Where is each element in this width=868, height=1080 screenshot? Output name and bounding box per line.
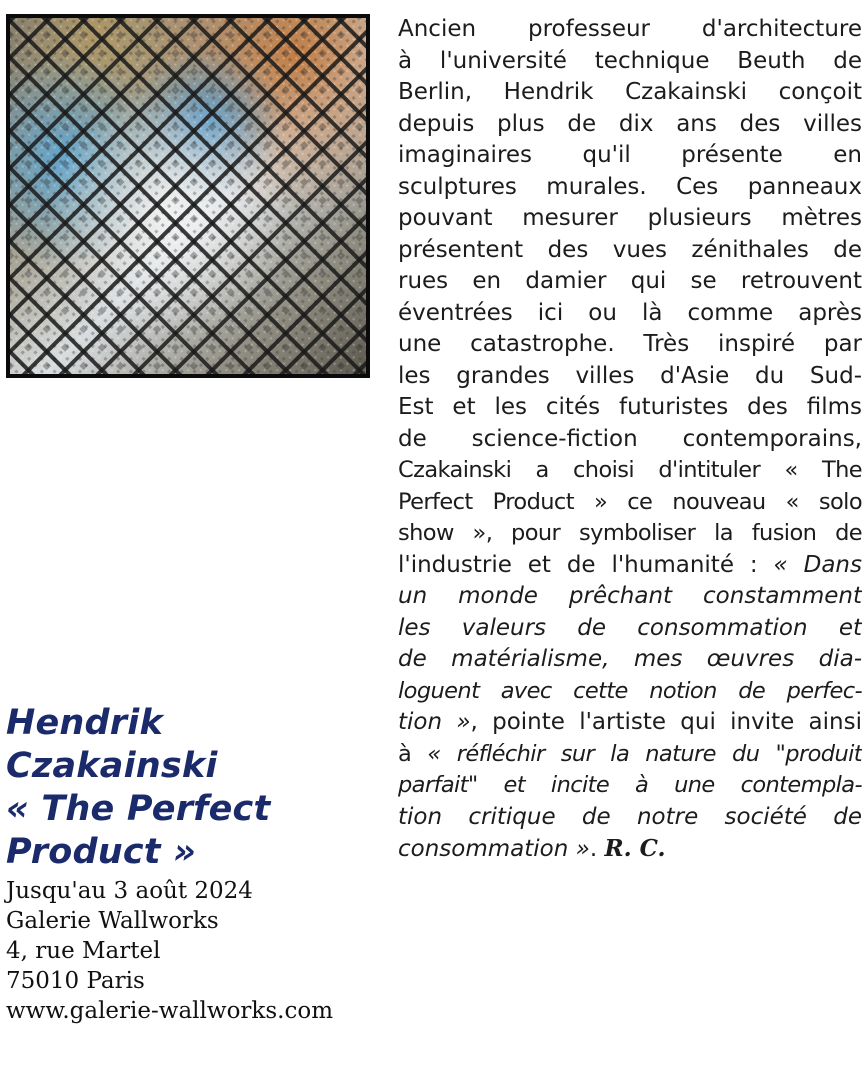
exhibition-title-line: Hendrik [6,703,163,743]
article-line [398,581,862,613]
article-text: . [589,836,605,862]
article-line: présentent des vues zénithales de [398,236,862,263]
gallery-website[interactable]: www.galerie-wallworks.com [6,998,334,1024]
exhibition-info [6,702,376,1026]
article-line: Perfect Product » ce nouveau « solo [398,488,862,515]
article-line [398,676,862,708]
article-line [398,770,862,802]
quote-text: parfait" et incite à une contempla- [398,772,862,798]
article-line: depuis plus de dix ans des villes [398,110,862,137]
gallery-name: Galerie Wallworks [6,908,219,934]
artwork-image [6,14,370,378]
article-line [398,833,862,866]
article-line: sculptures murales. Ces panneaux [398,173,862,200]
article-line: une catastrophe. Très inspiré par [398,331,862,357]
quote-text: tion critique de notre société de [398,803,862,830]
article-line: à l'université technique Beuth de [398,47,862,74]
article-line: Ancien professeur d'architecture [398,16,862,42]
gallery-street: 4, rue Martel [6,938,161,964]
article-line [398,802,862,834]
article-line: pouvant mesurer plusieurs mètres [398,205,862,231]
article-text: l'industrie et de l'humanité : [398,551,774,578]
quote-text: un monde prêchant constamment [398,583,862,609]
article-line: de science-fiction contemporains, [398,425,862,452]
article-line: imaginaires qu'il présente en [398,142,862,168]
quote-text: les valeurs de consommation et [398,614,862,641]
article-line: rues en damier qui se retrouvent [398,268,862,294]
exhibition-dates: Jusqu'au 3 août 2024 [6,878,253,904]
article-line [398,707,862,739]
article-line [398,550,862,582]
quote-text: consommation » [398,836,590,862]
exhibition-title-line: Czakainski [6,746,218,786]
article-line: Berlin, Hendrik Czakainski conçoit [398,79,862,105]
author-signature: R. C. [604,835,666,862]
quote-text: de matérialisme, mes œuvres dia- [398,646,862,672]
article-line: éventrées ici ou là comme après [398,299,862,326]
quote-text: « réfléchir sur la nature du "produit [427,740,862,767]
article-line [398,739,862,771]
artwork-graphic [10,18,366,374]
quote-text: « Dans [773,551,862,578]
gallery-city: 75010 Paris [6,968,145,994]
article-line [398,613,862,645]
article-text: à [398,740,428,767]
quote-text: tion » [398,709,471,735]
article-text: , pointe l'artiste qui invite ainsi [470,709,862,735]
article-body [398,14,862,866]
article-line: les grandes villes d'Asie du Sud- [398,362,862,389]
article-line: Czakainski a choisi d'intituler « The [398,457,862,483]
exhibition-title-line: « The Perfect [6,789,271,829]
article-line [398,644,862,676]
quote-text: loguent avec cette notion de perfec- [398,677,862,704]
article-line: show », pour symboliser la fusion de [398,520,862,546]
exhibition-title-line: Product » [6,832,197,872]
article-line: Est et les cités futuristes des films [398,394,862,420]
